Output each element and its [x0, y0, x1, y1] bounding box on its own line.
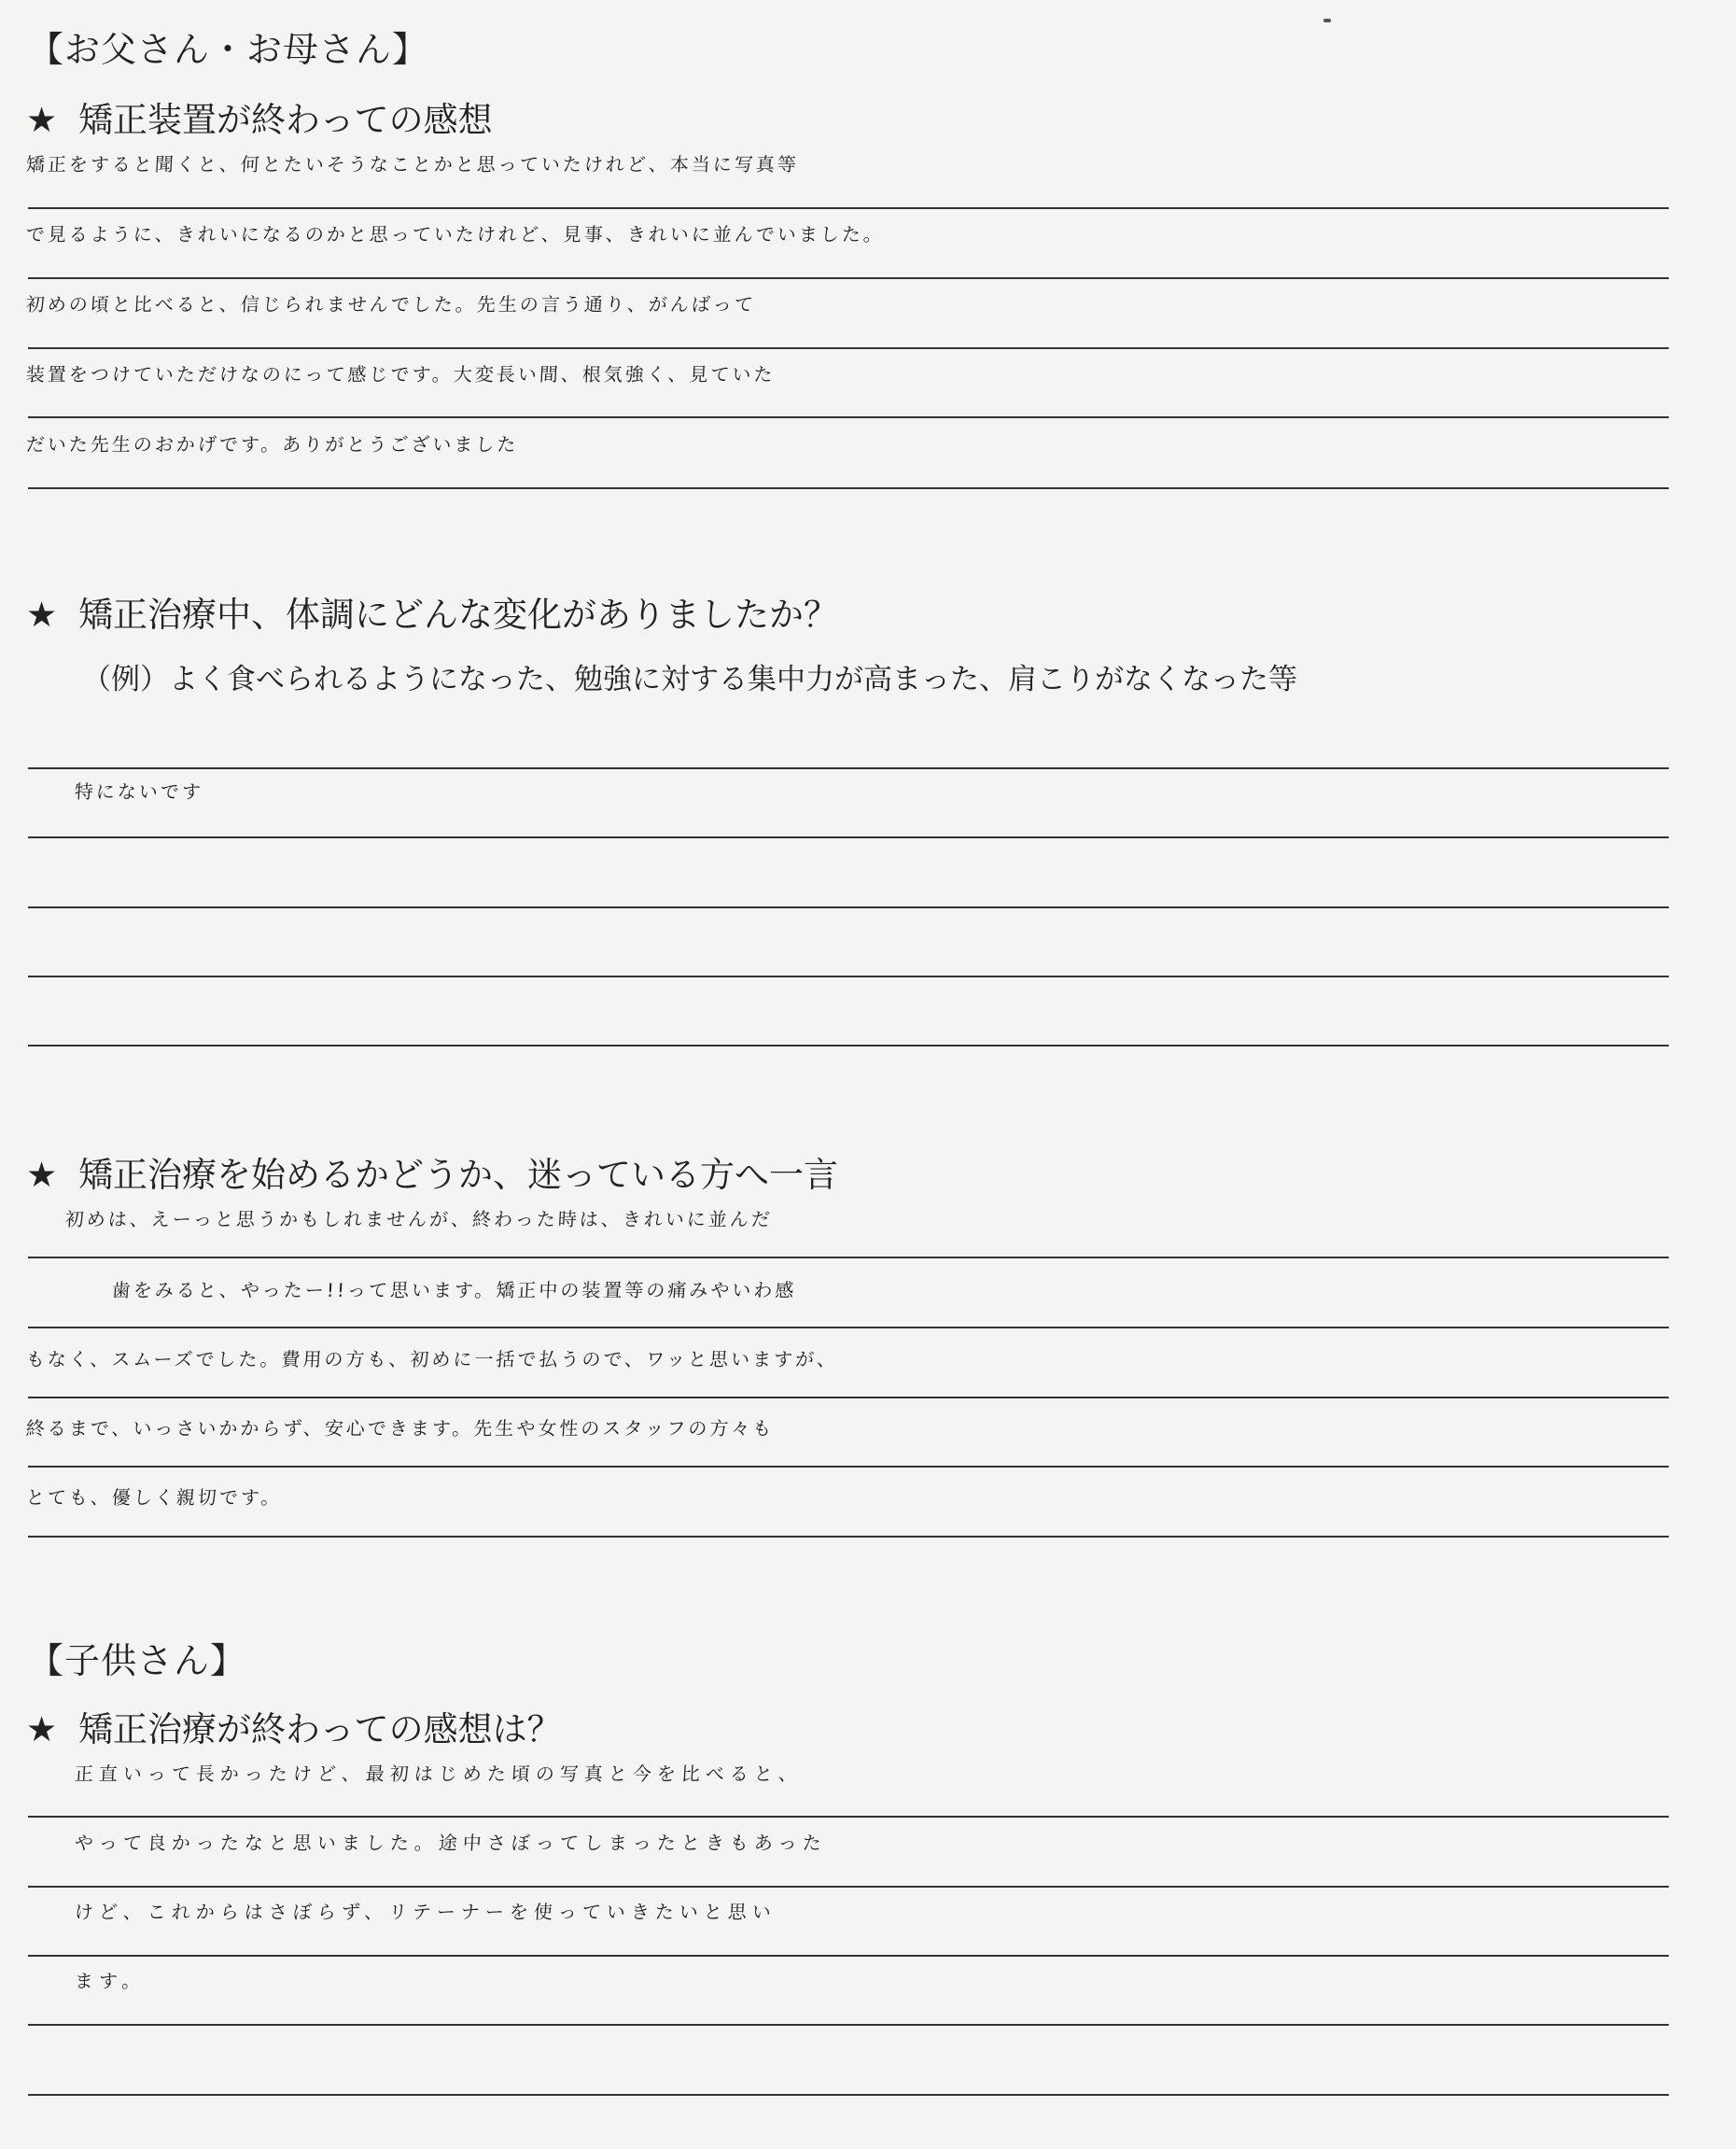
star-icon: ★	[26, 1709, 58, 1749]
answer-line: もなく、スムーズでした。費用の方も、初めに一括で払うので、ワッと思いますが、	[25, 1348, 839, 1370]
question-advice	[26, 1146, 838, 1197]
answer-line: 正直いって長かったけど、最初はじめた頃の写真と今を比べると、	[74, 1763, 804, 1785]
question-label: 矯正装置が終わっての感想	[78, 100, 493, 140]
scan-speck	[1323, 19, 1331, 22]
question-label: 矯正治療が終わっての感想は？	[78, 1709, 562, 1749]
star-icon: ★	[26, 595, 58, 635]
answer-rule	[28, 1257, 1669, 1258]
answer-rule	[28, 767, 1669, 769]
answer-line: とても、優しく親切です。	[25, 1486, 283, 1509]
answer-line: 装置をつけていただけなのにって感じです。大変長い間、根気強く、見ていた	[25, 363, 777, 386]
star-icon: ★	[26, 1155, 58, 1195]
answer-line: 矯正をすると聞くと、何とたいそうなことかと思っていたけれど、本当に写真等	[25, 153, 800, 176]
answer-rule	[28, 1816, 1669, 1818]
answer-line: けど、これからはさぼらず、リテーナーを使っていきたいと思い	[74, 1901, 777, 1923]
answer-rule	[28, 976, 1669, 977]
answer-rule	[28, 207, 1669, 209]
answer-rule	[28, 1397, 1669, 1398]
parents-section-header: 【お父さん・お母さん】	[28, 29, 429, 70]
answer-rule	[28, 1045, 1669, 1046]
answer-rule	[28, 2094, 1669, 2096]
answer-rule	[28, 836, 1669, 838]
answer-rule	[28, 1955, 1669, 1957]
example-text: （例）よく食べられるようになった、勉強に対する集中力が高まった、肩こりがなくなった等	[82, 663, 1297, 696]
answer-rule	[28, 277, 1669, 279]
answer-line: 特にないです	[74, 780, 204, 803]
child-section-header: 【子供さん】	[28, 1640, 247, 1681]
question-child-impression	[26, 1701, 562, 1751]
question-label: 矯正治療を始めるかどうか、迷っている方へ一言	[78, 1155, 838, 1195]
answer-rule	[28, 1536, 1669, 1538]
answer-line: やって良かったなと思いました。途中さぼってしまったときもあった	[74, 1832, 828, 1854]
answer-line: 歯をみると、やったー!!って思います。矯正中の装置等の痛みやいわ感	[111, 1279, 797, 1301]
answer-line: 初めは、えーっと思うかもしれませんが、終わった時は、きれいに並んだ	[64, 1208, 774, 1230]
answer-rule	[28, 1327, 1669, 1328]
answer-line: ます。	[74, 1970, 147, 1992]
answer-rule	[28, 416, 1669, 418]
answer-line: だいた先生のおかげです。ありがとうございました	[25, 433, 519, 456]
answer-line: 終るまで、いっさいかからず、安心できます。先生や女性のスタッフの方々も	[25, 1417, 775, 1440]
star-icon: ★	[26, 100, 58, 140]
answer-rule	[28, 1466, 1669, 1468]
answer-rule	[28, 906, 1669, 908]
question-label: 矯正治療中、体調にどんな変化がありましたか？	[78, 595, 838, 635]
answer-line: で見るように、きれいになるのかと思っていたけれど、見事、きれいに並んでいました。	[25, 223, 886, 246]
answer-rule	[28, 347, 1669, 349]
answer-rule	[28, 2024, 1669, 2026]
question-health-change	[26, 586, 838, 637]
question-parent-impression	[26, 91, 493, 142]
answer-line: 初めの頃と比べると、信じられませんでした。先生の言う通り、がんばって	[25, 293, 757, 316]
answer-rule	[28, 1886, 1669, 1888]
answer-rule	[28, 487, 1669, 489]
